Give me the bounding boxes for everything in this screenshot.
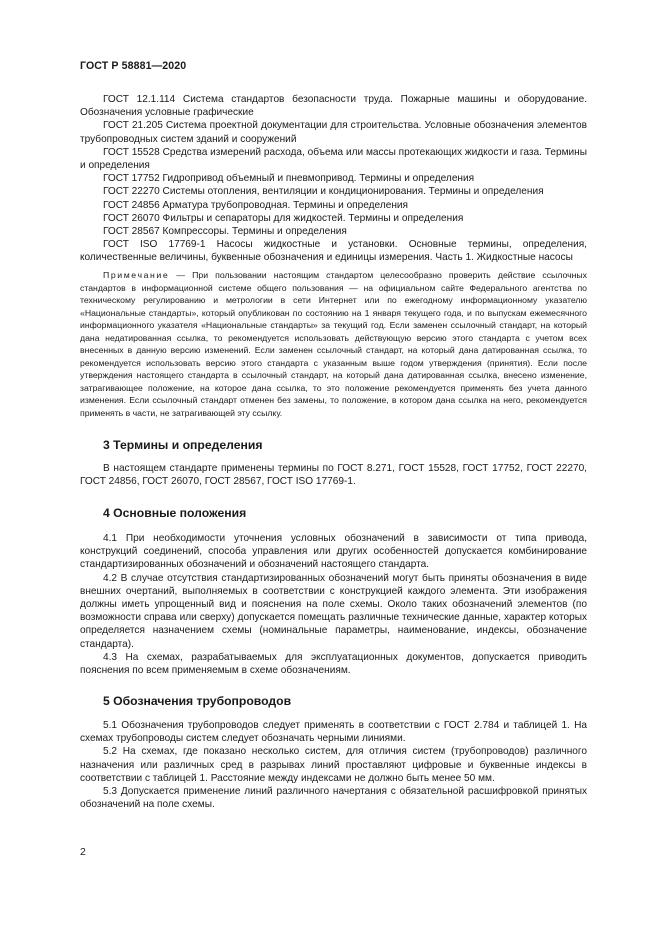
section-4 (80, 506, 587, 677)
section-4-paragraph: 4.3 На схемах, разрабатываемых для эксплуатационных документов, допускается приводить пояснения по всем применяемым в схеме обозначениям. (80, 651, 587, 677)
note-dash: — (169, 270, 193, 280)
note-label: Примечание (103, 270, 170, 280)
section-3 (80, 438, 587, 488)
reference-item: ГОСТ 28567 Компрессоры. Термины и определения (103, 226, 347, 238)
section-4-paragraph: 4.2 В случае отсутствия стандартизированных обозначений могут быть приняты обозначения в виде внешних очертаний, выполняемых в соответствии с конструкцией каждого элемента. Эти изображения должны иметь упрощенный вид и пояснения на поле схемы. Около таких обозначений элементов (по возможности справа или сверху) допускается помещать различные технические данные, характер которых определяется назначением схемы (номинальные параметры, наименование, индексы, обозначение стандарта). (80, 572, 587, 650)
reference-item: ГОСТ 22270 Системы отопления, вентиляции и кондиционирования. Термины и определения (103, 186, 544, 198)
document-header: ГОСТ Р 58881—2020 (80, 60, 187, 72)
section-3-text: В настоящем стандарте применены термины по ГОСТ 8.271, ГОСТ 15528, ГОСТ 17752, ГОСТ 22270, ГОСТ 24856, ГОСТ 26070, ГОСТ 28567, ГОСТ ISO 17769-1. (80, 463, 587, 488)
reference-item: ГОСТ 15528 Средства измерений расхода, объема или массы протекающих жидкости и газа. Термины и определения (80, 146, 587, 172)
section-3-title: 3 Термины и определения (103, 438, 263, 452)
section-5-title: 5 Обозначения трубопроводов (103, 694, 292, 708)
normative-references-list (80, 93, 587, 265)
section-5-paragraph: 5.2 На схемах, где показано несколько систем, для отличия систем (трубопроводов) различного назначения или различных сред в разрывах линий проставляют цифровые и буквенные индексы в соответствии с таблицей 1. Расстояние между индексами не должно быть менее 50 мм. (80, 746, 587, 784)
reference-item: ГОСТ 26070 Фильтры и сепараторы для жидкостей. Термины и определения (103, 212, 464, 224)
reference-note (80, 269, 587, 419)
note-text: При пользовании настоящим стандартом целесообразно проверить действие ссылочных стандартов в информационной системе общего пользования — на официальном сайте Федерального агентства по техническому регулированию и метрологии в сети Интернет или по ежегодному информационному указателю «Национальные стандарты», который опубликован по состоянию на 1 января текущего года, и по выпускам ежемесячного информационного указателя «Национальные стандарты» за текущий год. Если заменен ссылочный стандарт, на который дана недатированная ссылка, то рекомендуется использовать действующую версию этого стандарта с учетом всех внесенных в данную версию изменений. Если заменен ссылочный стандарт, на который дана датированная ссылка, то рекомендуется использовать версию этого стандарта с указанным выше годом утверждения (принятия). Если после утверждения настоящего стандарта в ссылочный стандарт, на который дана датированная ссылка, внесено изменение, затрагивающее положение, на которое дана ссылка, то это положение рекомендуется применять без учета данного изменения. Если ссылочный стандарт отменен без замены, то положение, в котором дана ссылка на него, рекомендуется применять в части, не затрагивающей эту ссылку. (80, 270, 587, 418)
reference-item: ГОСТ 21.205 Система проектной документации для строительства. Условные обозначения элементов трубопроводных систем зданий и сооружений (80, 120, 587, 145)
reference-item: ГОСТ ISO 17769-1 Насосы жидкостные и установки. Основные термины, определения, количественные величины, буквенные обозначения и единицы измерения. Часть 1. Жидкостные насосы (80, 239, 587, 264)
section-4-title: 4 Основные положения (103, 506, 247, 520)
reference-item: ГОСТ 12.1.114 Система стандартов безопасности труда. Пожарные машины и оборудование. Обозначения условные графические (80, 94, 587, 119)
reference-item: ГОСТ 24856 Арматура трубопроводная. Термины и определения (103, 199, 409, 211)
section-5-paragraph: 5.1 Обозначения трубопроводов следует применять в соответствии с ГОСТ 2.784 и таблицей 1. На схемах трубопроводы систем следует обозначать черными линиями. (80, 720, 587, 745)
page-number: 2 (80, 846, 86, 858)
reference-item: ГОСТ 17752 Гидропривод объемный и пневмопривод. Термины и определения (103, 173, 475, 185)
section-4-paragraph: 4.1 При необходимости уточнения условных обозначений в зависимости от типа привода, конструкций соединений, способа управления или других особенностей допускается комбинирование стандартизированных обозначений и обозначений настоящего стандарта. (80, 533, 587, 571)
section-5 (80, 694, 587, 811)
section-5-paragraph: 5.3 Допускается применение линий различного начертания с обязательной расшифровкой принятых обозначений на поле схемы. (80, 786, 587, 811)
